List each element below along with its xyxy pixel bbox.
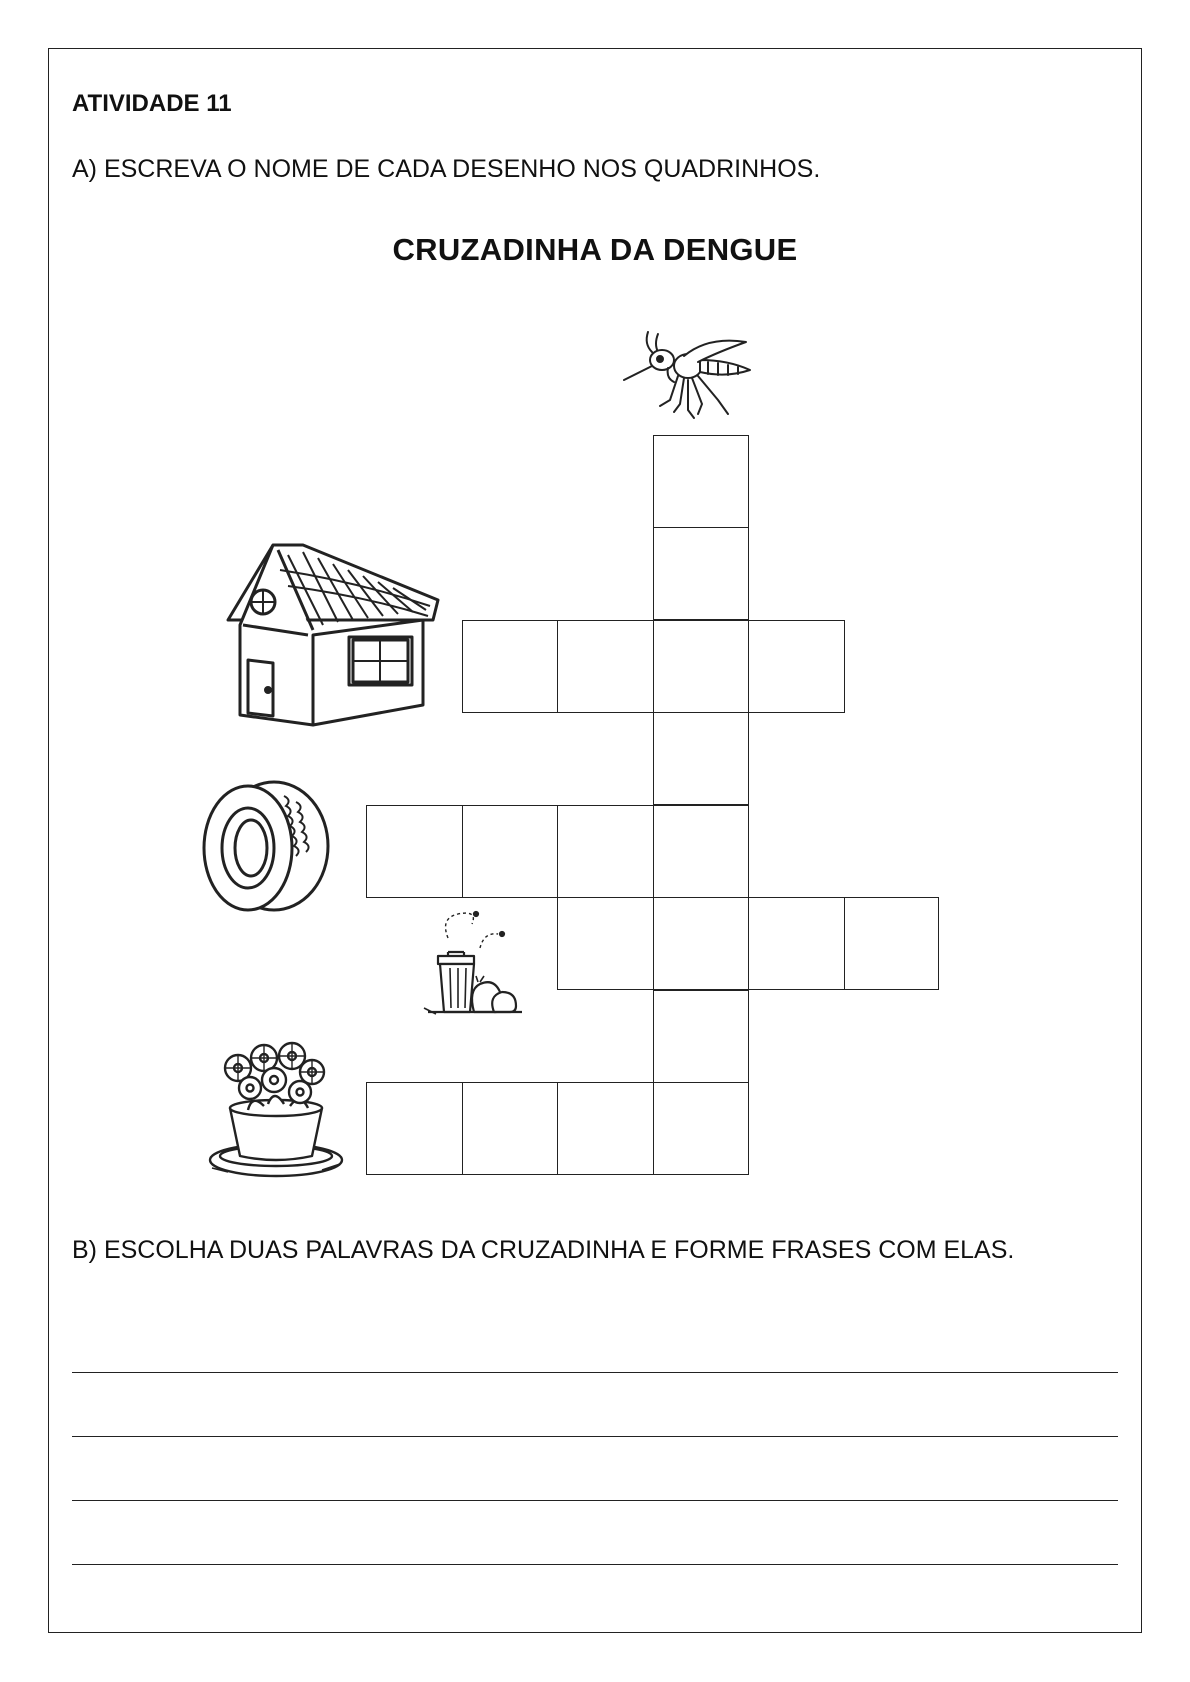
- crossword-cell[interactable]: [557, 620, 654, 713]
- crossword-cell[interactable]: [653, 805, 749, 898]
- crossword-cell[interactable]: [748, 620, 845, 713]
- crossword-cell[interactable]: [653, 1082, 749, 1175]
- crossword-cell[interactable]: [653, 712, 749, 805]
- activity-heading: ATIVIDADE 11: [72, 90, 232, 117]
- answer-line[interactable]: [72, 1372, 1118, 1373]
- crossword-cell[interactable]: [844, 897, 939, 990]
- crossword-cell[interactable]: [366, 805, 463, 898]
- trash-icon: [418, 908, 533, 1018]
- crossword-cell[interactable]: [653, 620, 749, 713]
- mosquito-icon: [618, 330, 758, 422]
- answer-line[interactable]: [72, 1436, 1118, 1437]
- tire-icon: [196, 778, 336, 918]
- crossword-cell[interactable]: [462, 1082, 558, 1175]
- crossword-cell[interactable]: [557, 897, 654, 990]
- crossword-cell[interactable]: [462, 620, 558, 713]
- crossword-cell[interactable]: [653, 897, 749, 990]
- crossword-cell[interactable]: [748, 897, 845, 990]
- crossword-cell[interactable]: [557, 805, 654, 898]
- puzzle-title: CRUZADINHA DA DENGUE: [392, 232, 798, 267]
- flower-pot-icon: [204, 1040, 349, 1182]
- crossword-cell[interactable]: [653, 435, 749, 528]
- crossword-cell[interactable]: [366, 1082, 463, 1175]
- answer-line[interactable]: [72, 1500, 1118, 1501]
- instruction-a: A) ESCREVA O NOME DE CADA DESENHO NOS QUADRINHOS.: [72, 155, 821, 183]
- instruction-b: B) ESCOLHA DUAS PALAVRAS DA CRUZADINHA E FORME FRASES COM ELAS.: [72, 1236, 1015, 1264]
- crossword-cell[interactable]: [653, 990, 749, 1083]
- house-icon: [218, 530, 448, 730]
- crossword-cell[interactable]: [462, 805, 558, 898]
- crossword-cell[interactable]: [557, 1082, 654, 1175]
- answer-line[interactable]: [72, 1564, 1118, 1565]
- crossword-cell[interactable]: [653, 527, 749, 620]
